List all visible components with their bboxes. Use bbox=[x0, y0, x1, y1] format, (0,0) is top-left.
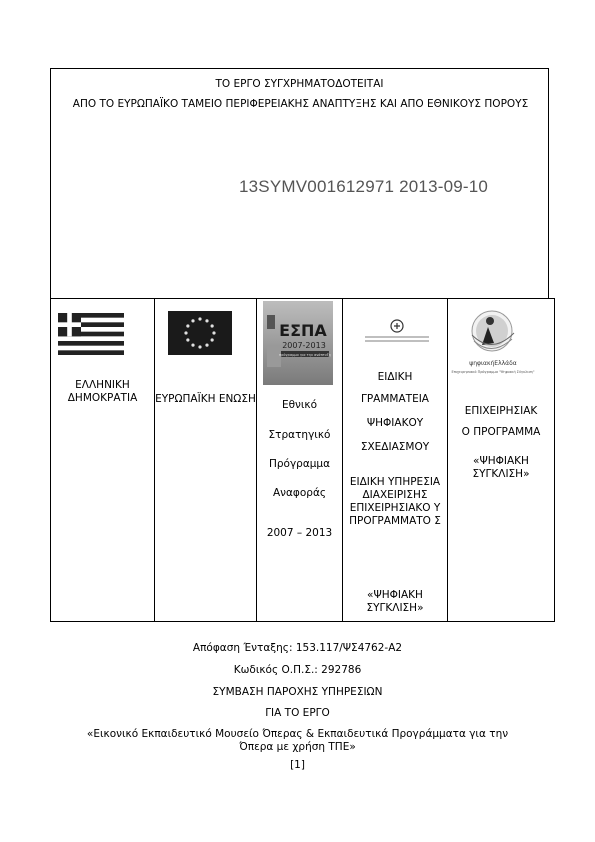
program-line-3: «ΨΗΦΙΑΚΗ ΣΥΓΚΛΙΣΗ» bbox=[472, 455, 530, 480]
secretariat-cell bbox=[343, 299, 448, 621]
logos-table bbox=[50, 298, 555, 622]
ops-code-line: Κωδικός Ο.Π.Σ.: 292786 bbox=[233, 664, 362, 676]
espa-cell bbox=[257, 299, 343, 621]
for-project-line: ΓΙΑ ΤΟ ΕΡΓΟ bbox=[265, 707, 330, 719]
espa-line-1: Εθνικό bbox=[281, 399, 318, 411]
document-id: 13SYMV001612971 2013-09-10 bbox=[239, 177, 489, 196]
contract-line: ΣΥΜΒΑΣΗ ΠΑΡΟΧΗΣ ΥΠΗΡΕΣΙΩΝ bbox=[212, 686, 383, 698]
espa-logo-years: 2007-2013 bbox=[282, 341, 326, 350]
secretariat-line-2: ΓΡΑΜΜΑΤΕΙΑ bbox=[361, 393, 429, 405]
program-line-1: ΕΠΙΧΕΙΡΗΣΙΑΚ bbox=[464, 405, 538, 417]
eu-star-icon bbox=[198, 317, 201, 320]
eu-star-icon bbox=[184, 331, 187, 334]
page-marker-line: [1] bbox=[290, 759, 305, 771]
eu-label: ΕΥΡΩΠΑΪΚΗ ΕΝΩΣΗ bbox=[155, 393, 256, 405]
espa-line-3: Πρόγραμμα bbox=[268, 458, 331, 470]
greek-emblem-icon bbox=[363, 319, 431, 345]
espa-line-4: Αναφοράς bbox=[272, 487, 327, 499]
project-title-line: «Εικονικό Εκπαιδευτικό Μουσείο Όπερας & Εκπαιδευτικά Προγράμματα για την Όπερα με χρήση ΤΠΕ» bbox=[86, 728, 509, 753]
espa-line-2: Στρατηγικό bbox=[268, 429, 331, 441]
secretariat-line-4: ΣΧΕΔΙΑΣΜΟΥ bbox=[360, 441, 430, 453]
eu-cell bbox=[155, 299, 257, 621]
greek-flag-icon bbox=[58, 313, 124, 355]
secretariat-line-5: ΕΙΔΙΚΗ ΥΠΗΡΕΣΙΑ ΔΙΑΧΕΙΡΙΣΗΣ ΕΠΙΧΕΙΡΗΣΙΑΚΟ Υ ΠΡΟΓΡΑΜΜΑΤΟ Σ bbox=[349, 476, 441, 527]
eu-star-icon bbox=[205, 319, 208, 322]
funding-line-2: ΑΠΟ ΤΟ ΕΥΡΩΠΑΪΚΟ ΤΑΜΕΙΟ ΠΕΡΙΦΕΡΕΙΑΚΗΣ ΑΝΑΠΤΥΞΗΣ ΚΑΙ ΑΠΟ ΕΘΝΙΚΟΥΣ ΠΟΡΟΥΣ bbox=[72, 98, 529, 110]
eu-star-icon bbox=[186, 338, 189, 341]
program-logo-sub: Επιχειρησιακό Πρόγραμμα "Ψηφιακή Σύγκλιση" bbox=[451, 370, 535, 374]
greece-cell bbox=[51, 299, 155, 621]
program-logo-text: ψηφιακήΕλλάδα bbox=[469, 360, 517, 367]
eu-star-icon bbox=[211, 324, 214, 327]
funding-line-1: ΤΟ ΕΡΓΟ ΣΥΓΧΡΗΜΑΤΟΔΟΤΕΙΤΑΙ bbox=[215, 78, 384, 90]
eu-star-icon bbox=[205, 344, 208, 347]
greece-label: ΕΛΛΗΝΙΚΗ ΔΗΜΟΚΡΑΤΙΑ bbox=[67, 379, 138, 404]
espa-logo-text: ΕΣΠΑ bbox=[279, 321, 327, 340]
header-box bbox=[50, 68, 549, 299]
secretariat-line-6: «ΨΗΦΙΑΚΗ ΣΥΓΚΛΙΣΗ» bbox=[366, 589, 424, 614]
eu-star-icon bbox=[212, 331, 215, 334]
eu-star-icon bbox=[211, 338, 214, 341]
secretariat-line-1: ΕΙΔΙΚΗ bbox=[377, 371, 413, 383]
eu-star-icon bbox=[186, 324, 189, 327]
decision-line: Απόφαση Ένταξης: 153.117/ΨΣ4762-Α2 bbox=[192, 642, 403, 654]
program-line-2: Ο ΠΡΟΓΡΑΜΜΑ bbox=[461, 426, 541, 438]
program-cell bbox=[448, 299, 554, 621]
digital-greece-logo-icon bbox=[451, 307, 535, 381]
eu-star-icon bbox=[191, 319, 194, 322]
eu-star-icon bbox=[198, 345, 201, 348]
espa-line-5: 2007 – 2013 bbox=[266, 527, 333, 539]
espa-logo-icon bbox=[263, 301, 333, 385]
eu-star-icon bbox=[191, 344, 194, 347]
espa-logo-slogan: πρόγραμμα για την ανάπτυξη bbox=[279, 353, 331, 357]
eu-flag-icon bbox=[168, 311, 232, 355]
secretariat-line-3: ΨΗΦΙΑΚΟΥ bbox=[366, 417, 424, 429]
